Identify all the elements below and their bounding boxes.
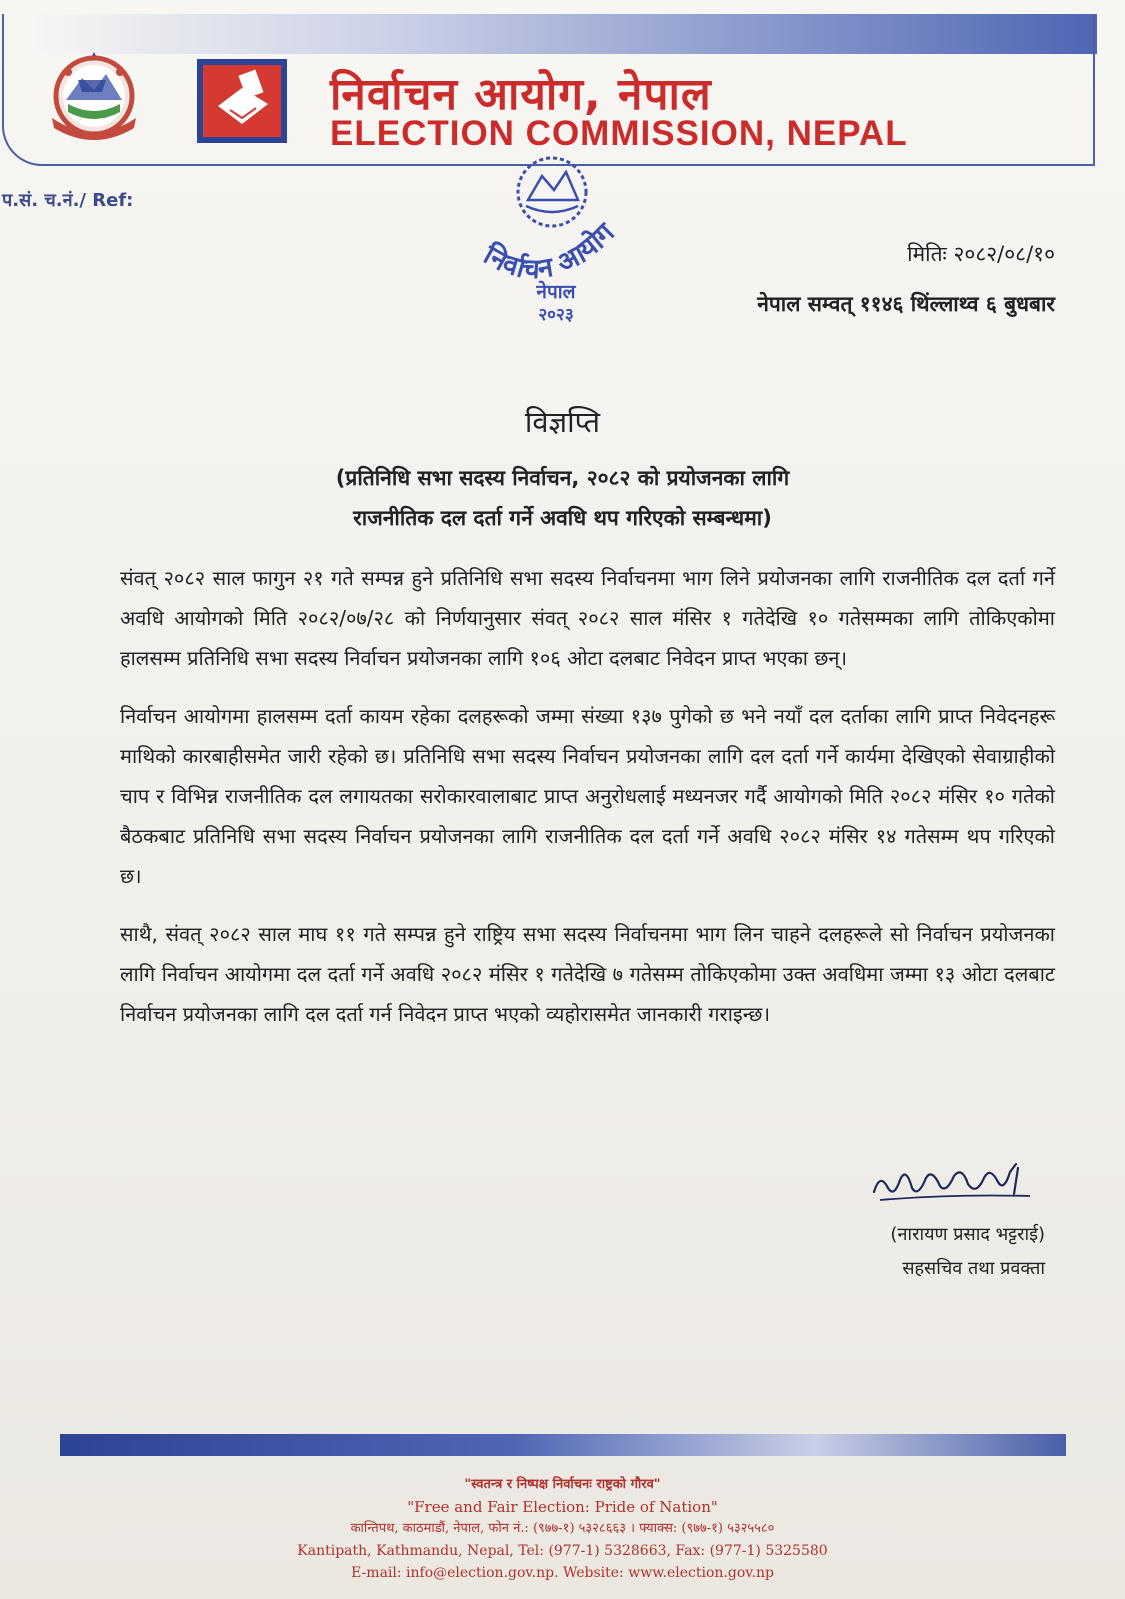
subject-line-2: राजनीतिक दल दर्ता गर्ने अवधि थप गरिएको सम्बन्धमा) [353,506,772,530]
signature-scribble [870,1158,1040,1206]
ballot-box-logo-icon [196,58,288,144]
signatory-title: सहसचिव तथा प्रवक्ता [902,1258,1045,1279]
commission-seal [470,150,640,330]
nepal-sambat-date: नेपाल सम्वत् ११४६ थिंल्लाथ्व ६ बुधबार [757,292,1055,316]
reference-label: प.सं. च.नं./ Ref: [2,190,134,211]
footer [0,1474,1125,1584]
seal-country: नेपाल [536,281,576,303]
date: मितिः २०८२/०८/१० [907,242,1055,266]
footer-band [60,1434,1066,1456]
subject-line-1: (प्रतिनिधि सभा सदस्य निर्वाचन, २०८२ को प्रयोजनका लागि [335,466,790,490]
notice-body [120,558,1055,1052]
seal-text: निर्वाचन आयोग [478,217,621,286]
svg-text:निर्वाचन आयोग [477,216,621,285]
seal-year: २०२३ [538,305,574,325]
address-english: Kantipath, Kathmandu, Nepal, Tel: (977-1) 5328663, Fax: (977-1) 5325580 [297,1543,828,1559]
notice-title: विज्ञप्ति [524,405,601,439]
paragraph-1: संवत् २०८२ साल फागुन २१ गते सम्पन्न हुने प्रतिनिधि सभा सदस्य निर्वाचनमा भाग लिने प्रयोजनका लागि राजनीतिक दल दर्ता गर्ने अवधि आयोगको मिति २०८२/०७/२८ को निर्णयानुसार संवत् २०८२ साल मंसिर १ गतेदेखि १० गतेसम्मका लागि तोकिएकोमा हालसम्म प्रतिनिधि सभा सदस्य निर्वाचन प्रयोजनका लागि १०६ ओटा दलबाट निवेदन प्राप्त भएका छन्। [120,566,1055,670]
contact-info: E-mail: info@election.gov.np. Website: www.election.gov.np [351,1565,774,1581]
address-nepali: कान्तिपथ, काठमाडौं, नेपाल, फोन नं.: (९७७-१) ५३२८६६३ । फ्याक्स: (९७७-१) ५३२५५८० [350,1521,775,1536]
commission-title-english: ELECTION COMMISSION, NEPAL [330,114,908,153]
notice-subject [0,458,1125,538]
commission-title-nepali: निर्वाचन आयोग, नेपाल [330,69,712,120]
paragraph-3: साथै, संवत् २०८२ साल माघ ११ गते सम्पन्न हुने राष्ट्रिय सभा सदस्य निर्वाचनमा भाग लिन चाहने दलहरूले सो निर्वाचन प्रयोजनका लागि निर्वाचन आयोगमा दल दर्ता गर्ने अवधि २०८२ मंसिर १ गतेदेखि ७ गतेसम्म तोकिएकोमा उक्त अवधिमा जम्मा १३ ओटा दलबाट निर्वाचन प्रयोजनका लागि दल दर्ता गर्न निवेदन प्राप्त भएको व्यहोरासमेत जानकारी गराइन्छ। [120,922,1055,1026]
motto-nepali: "स्वतन्त्र र निष्पक्ष निर्वाचनः राष्ट्रको गौरव" [464,1477,661,1492]
nepal-emblem-icon [38,48,150,148]
paragraph-2: निर्वाचन आयोगमा हालसम्म दर्ता कायम रहेका दलहरूको जम्मा संख्या १३७ पुगेको छ भने नयाँ दल दर्ताका लागि प्राप्त निवेदनहरू माथिको कारबाहीसमेत जारी रहेको छ। प्रतिनिधि सभा सदस्य निर्वाचन प्रयोजनका लागि दल दर्ता गर्ने कार्यमा देखिएको सेवाग्राहीको चाप र विभिन्न राजनीतिक दल लगायतका सरोकारवालाबाट प्राप्त अनुरोधलाई मध्यनजर गर्दै आयोगको मिति २०८२ मंसिर १० गतेको बैठकबाट प्रतिनिधि सभा सदस्य निर्वाचन प्रयोजनका लागि राजनीतिक दल दर्ता गर्ने अवधि २०८२ मंसिर १४ गतेसम्म थप गरिएको छ। [120,704,1055,888]
signatory-name: (नारायण प्रसाद भट्टराई) [890,1224,1045,1245]
motto-english: "Free and Fair Election: Pride of Nation" [407,1498,718,1516]
